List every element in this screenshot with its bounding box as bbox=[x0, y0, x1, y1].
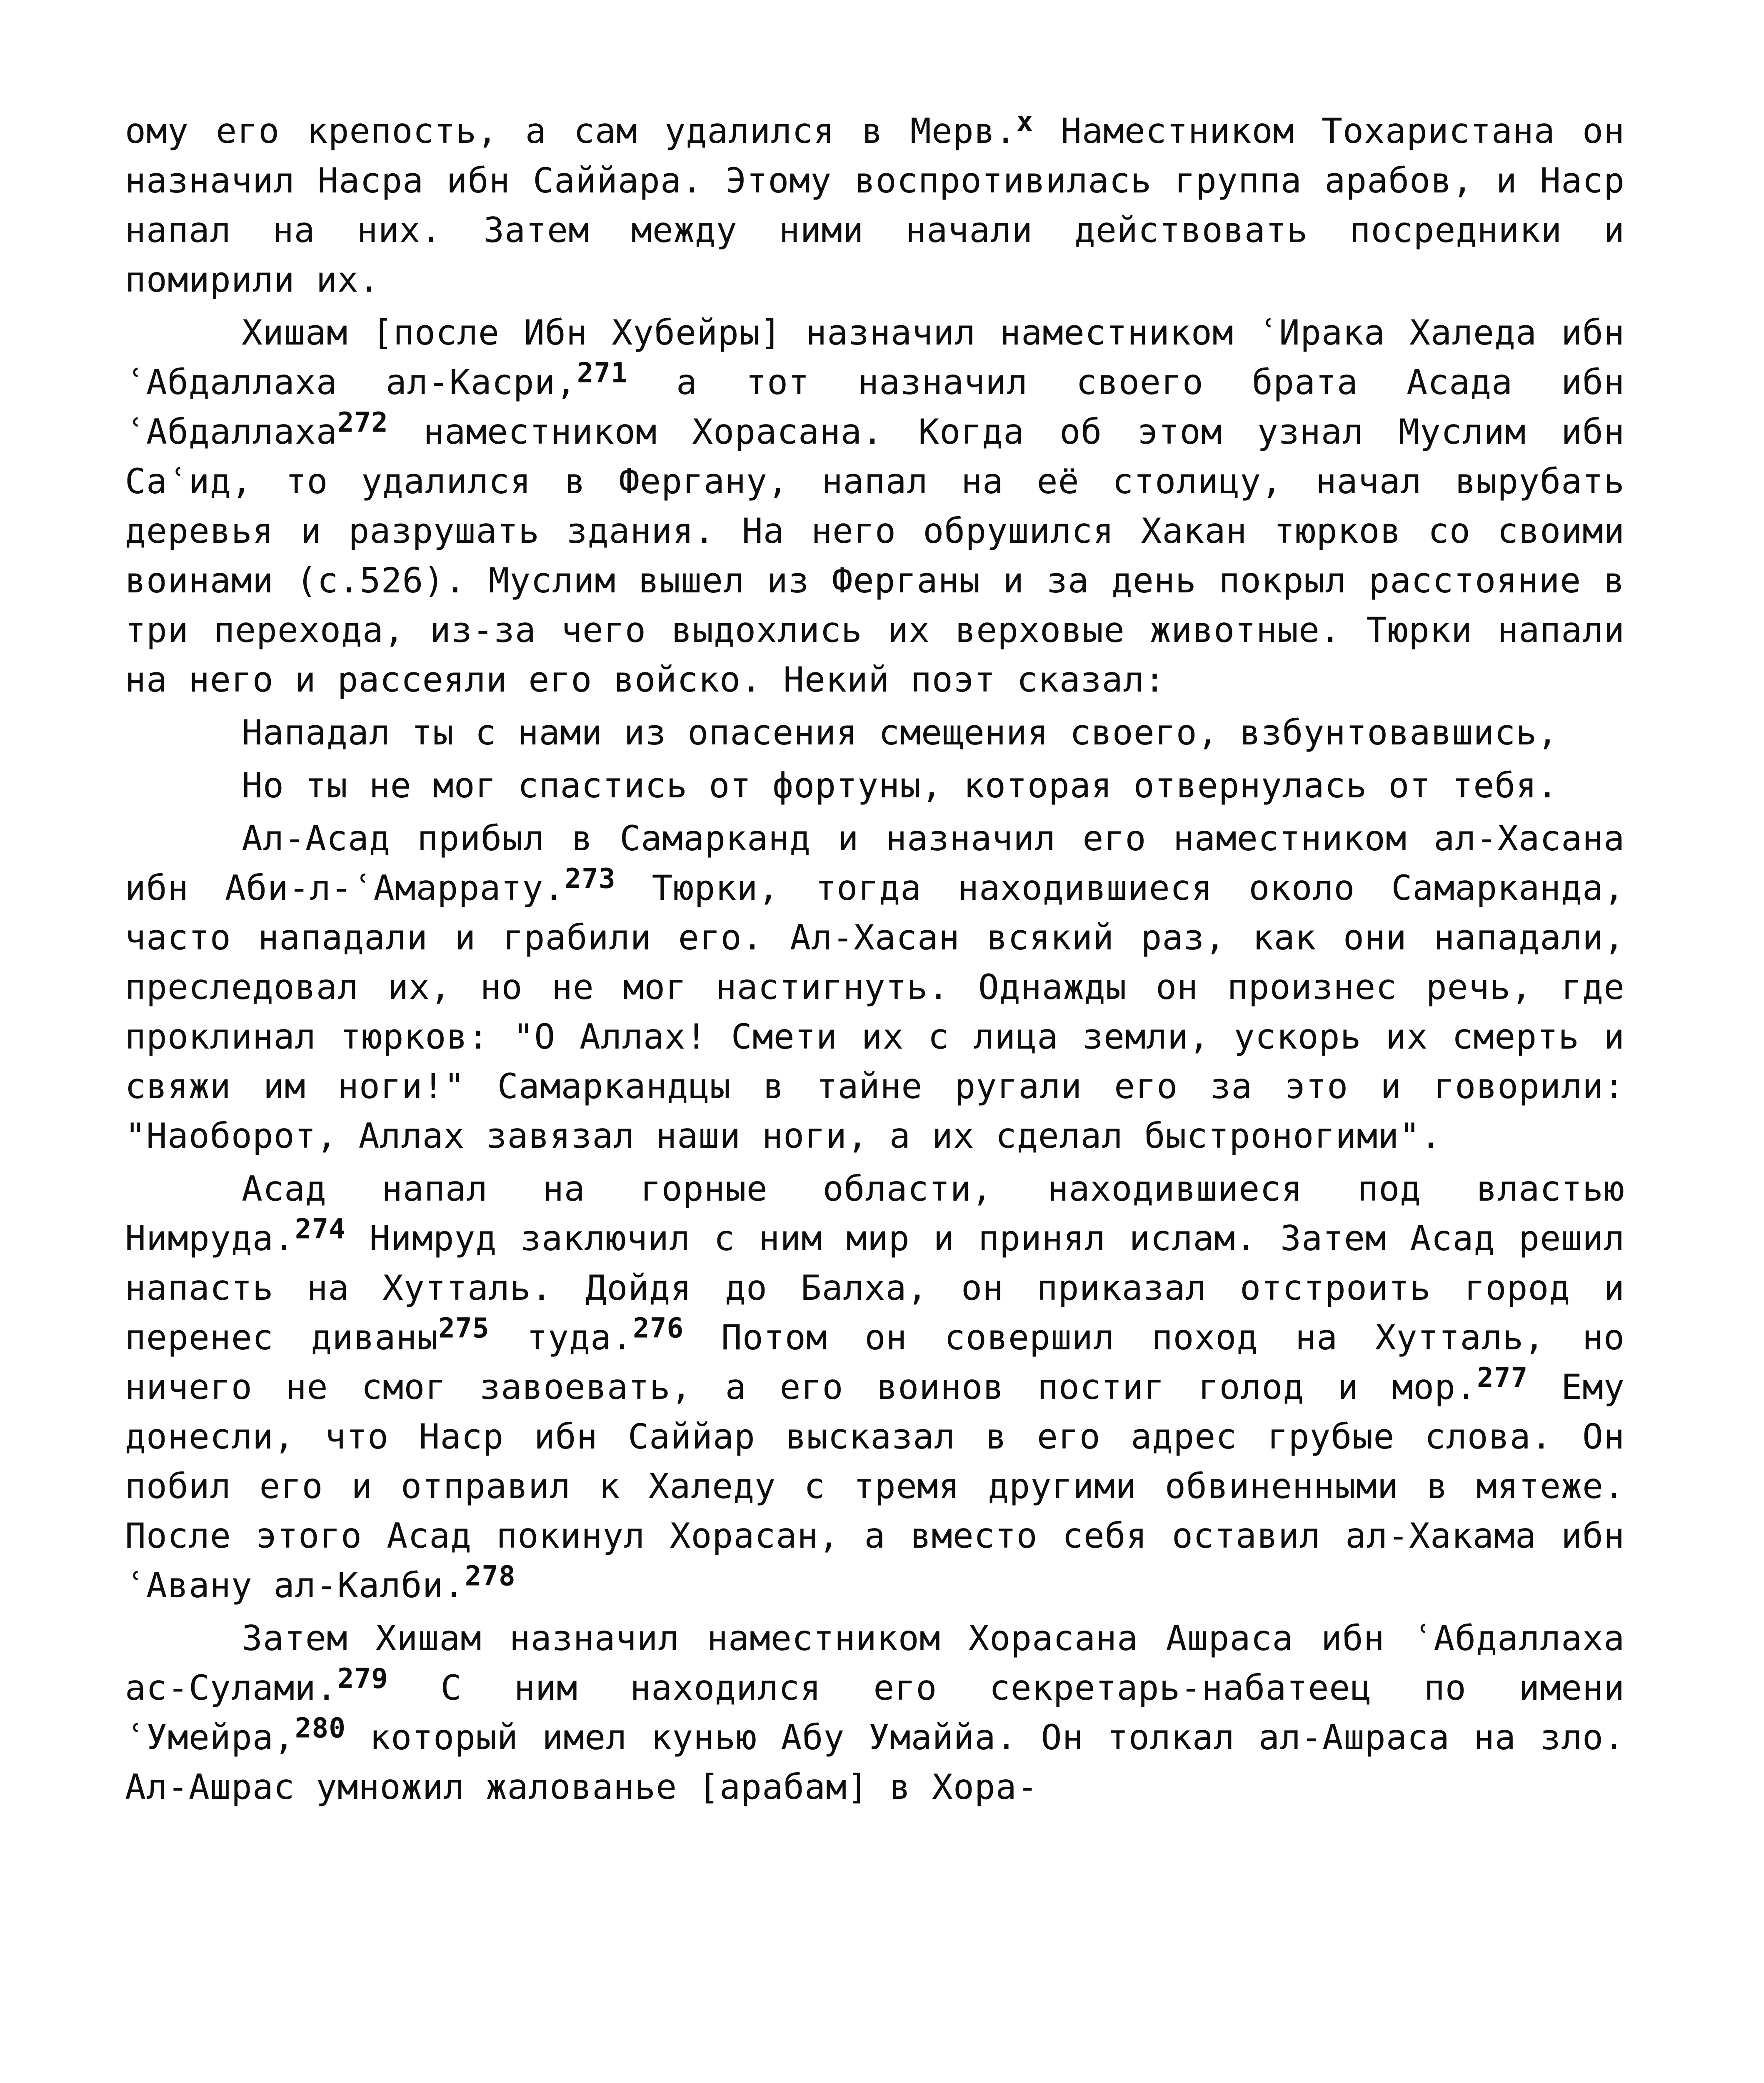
paragraph-3: Ал-Асад прибыл в Самарканд и назначил его наместником ал-Хасана ибн Аби-л-ʿАмаррату.$^{273}$ Тюрки, тогда находившиеся около Самарканда, часто нападали и грабили его. Ал-Хасан всякий раз, как они нападали, преследовал их, но не мог настигнуть. Однажды он произнес речь, где проклинал тюрков: "О Аллах! Смети их с лица земли, ускорь их смерть и свяжи им ноги!" Самаркандцы в тайне ругали его за это и говорили: "Наоборот, Аллах завязал наши ноги, а их сделал быстроногими". bbox=[125, 818, 1625, 1156]
paragraph-4: Асад напал на горные области, находившиеся под властью Нимруда.$^{274}$ Нимруд заключил с ним мир и принял ислам. Затем Асад решил напасть на Хутталь. Дойдя до Балха, он приказал отстроить город и перенес диваны$^{275}$ туда.$^{276}$ Потом он совершил поход на Хутталь, но ничего не смог завоевать, а его воинов постиг голод и мор.$^{277}$ Ему донесли, что Наср ибн Саййар высказал в его адрес грубые слова. Он побил его и отправил к Халеду с тремя другими обвиненными в мятеже. После этого Асад покинул Хорасан, а вместо себя оставил ал-Хакама ибн ʿАвану ал-Калби.$^{278}$ bbox=[125, 1169, 1625, 1606]
ref-273: 273 bbox=[565, 862, 616, 895]
verse-line-2: Но ты не мог спастись от фортуны, которая отвернулась от тебя. bbox=[242, 765, 1559, 806]
verse-line-1: Нападал ты с нами из опасения смещения своего, взбунтовавшись, bbox=[242, 712, 1559, 753]
ref-274: 274 bbox=[295, 1213, 346, 1245]
ref-275: 275 bbox=[438, 1312, 490, 1344]
footnote-ref-x: x bbox=[1016, 105, 1034, 138]
ref-280: 280 bbox=[295, 1712, 346, 1744]
ref-271: 271 bbox=[577, 357, 628, 389]
paragraph-1: ому его крепость, а сам удалился в Мерв.$^x$ Наместником Тохаристана он назначил Насра ибн Саййара. Этому воспротивилась группа арабов, и Наср напал на них. Затем между ними начали действовать посредники и помирили их. bbox=[125, 105, 1625, 300]
ref-279: 279 bbox=[337, 1662, 388, 1695]
paragraph-5: Затем Хишам назначил наместником Хорасана Ашраса ибн ʿАбдаллаха ас-Сулами.$^{279}$ С ним находился его секретарь-набатеец по имени ʿУмейра,$^{280}$ который имел кунью Абу Умаййа. Он толкал ал-Ашраса на зло. Ал-Ашрас умножил жалованье [арабам] в Хора- bbox=[125, 1618, 1625, 1807]
ref-272: 272 bbox=[337, 406, 388, 439]
ref-277: 277 bbox=[1477, 1361, 1528, 1394]
main-text bbox=[125, 106, 1625, 1812]
ref-278: 278 bbox=[465, 1560, 516, 1592]
ref-276: 276 bbox=[633, 1312, 684, 1344]
paragraph-2: Хишам [после Ибн Хубейры] назначил наместником ʿИрака Халеда ибн ʿАбдаллаха ал-Касри,$^{271}$ а тот назначил своего брата Асада ибн ʿАбдаллаха$^{272}$ наместником Хорасана. Когда об этом узнал Муслим ибн Саʿид, то удалился в Фергану, напал на её столицу, начал вырубать деревья и разрушать здания. На него обрушился Хакан тюрков со своими воинами (с.526). Муслим вышел из Ферганы и за день покрыл расстояние в три перехода, из-за чего выдохлись их верховые животные. Тюрки напали на него и рассеяли его войско. Некий поэт сказал: bbox=[125, 312, 1625, 700]
